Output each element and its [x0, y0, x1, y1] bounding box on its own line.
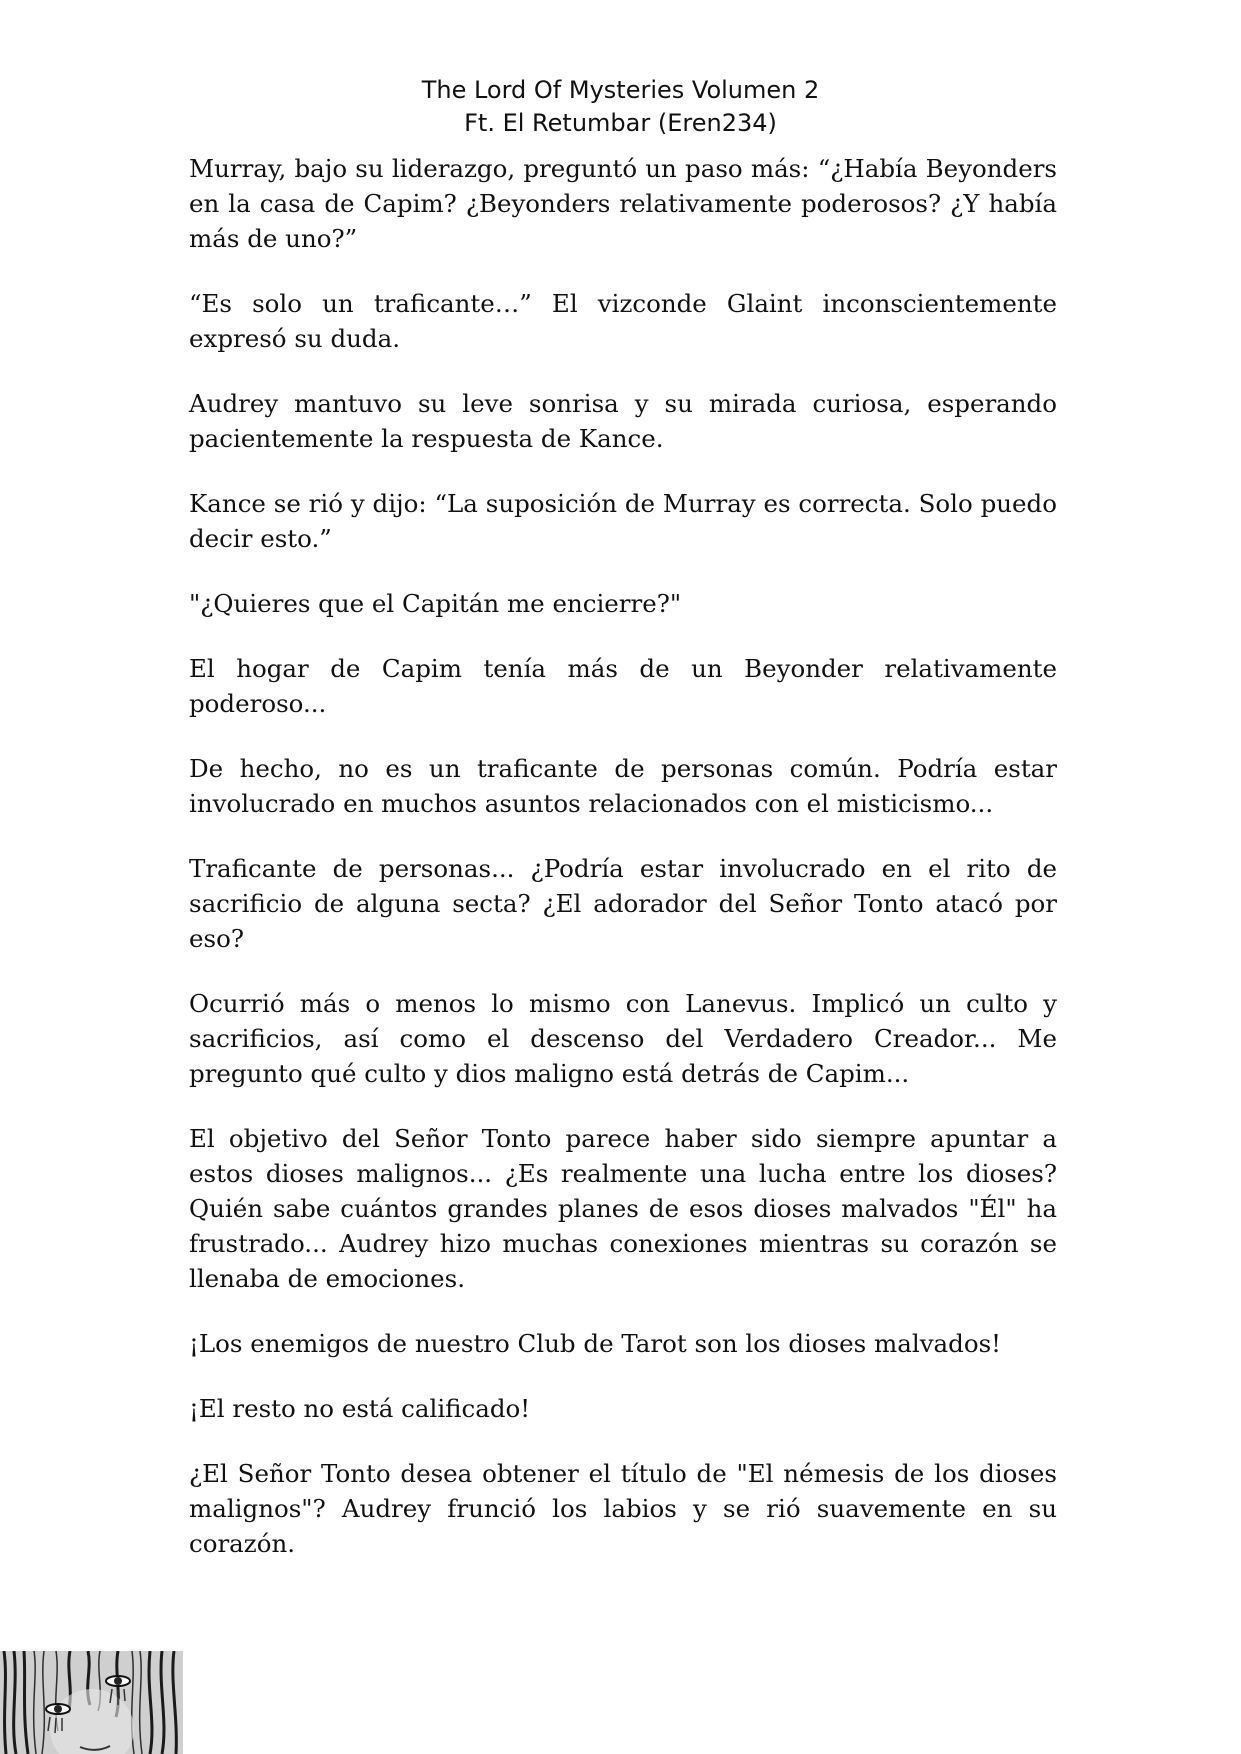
manga-character-portrait-icon — [0, 1651, 183, 1754]
paragraph: "¿Quieres que el Capitán me encierre?" — [189, 589, 682, 618]
header-subtitle: Ft. El Retumbar (Eren234) — [464, 109, 777, 137]
header-title: The Lord Of Mysteries Volumen 2 — [421, 76, 820, 104]
paragraph: El objetivo del Señor Tonto parece haber sido siempre apuntar a estos dioses malignos... ¿Es realmente una lucha entre los dioses? Quién sabe cuántos grandes planes de esos dioses malvados "Él" ha frustrado... Audrey hizo muchas conexiones mientras su corazón se llenaba de emociones. — [189, 1124, 1057, 1293]
page-header — [0, 74, 1241, 140]
chapter-body — [189, 151, 1057, 1561]
paragraph: “Es solo un traficante…” El vizconde Glaint inconscientemente expresó su duda. — [189, 289, 1057, 353]
paragraph: Audrey mantuvo su leve sonrisa y su mirada curiosa, esperando pacientemente la respuesta de Kance. — [189, 389, 1057, 453]
paragraph: ¡Los enemigos de nuestro Club de Tarot son los dioses malvados! — [189, 1329, 1002, 1358]
paragraph: Traficante de personas... ¿Podría estar involucrado en el rito de sacrificio de alguna secta? ¿El adorador del Señor Tonto atacó por eso? — [189, 854, 1057, 953]
paragraph: Ocurrió más o menos lo mismo con Lanevus. Implicó un culto y sacrificios, así como el descenso del Verdadero Creador... Me pregunto qué culto y dios maligno está detrás de Capim... — [189, 989, 1057, 1088]
paragraph: Kance se rió y dijo: “La suposición de Murray es correcta. Solo puedo decir esto.” — [189, 489, 1057, 553]
paragraph: ¿El Señor Tonto desea obtener el título de "El némesis de los dioses malignos"? Audrey frunció los labios y se rió suavemente en su corazón. — [189, 1459, 1057, 1558]
paragraph: El hogar de Capim tenía más de un Beyonder relativamente poderoso... — [189, 654, 1057, 718]
paragraph: Murray, bajo su liderazgo, preguntó un paso más: “¿Había Beyonders en la casa de Capim? ¿Beyonders relativamente poderosos? ¿Y había más de uno?” — [189, 154, 1057, 253]
paragraph: ¡El resto no está calificado! — [189, 1394, 531, 1423]
paragraph: De hecho, no es un traficante de personas común. Podría estar involucrado en muchos asuntos relacionados con el misticismo... — [189, 754, 1057, 818]
